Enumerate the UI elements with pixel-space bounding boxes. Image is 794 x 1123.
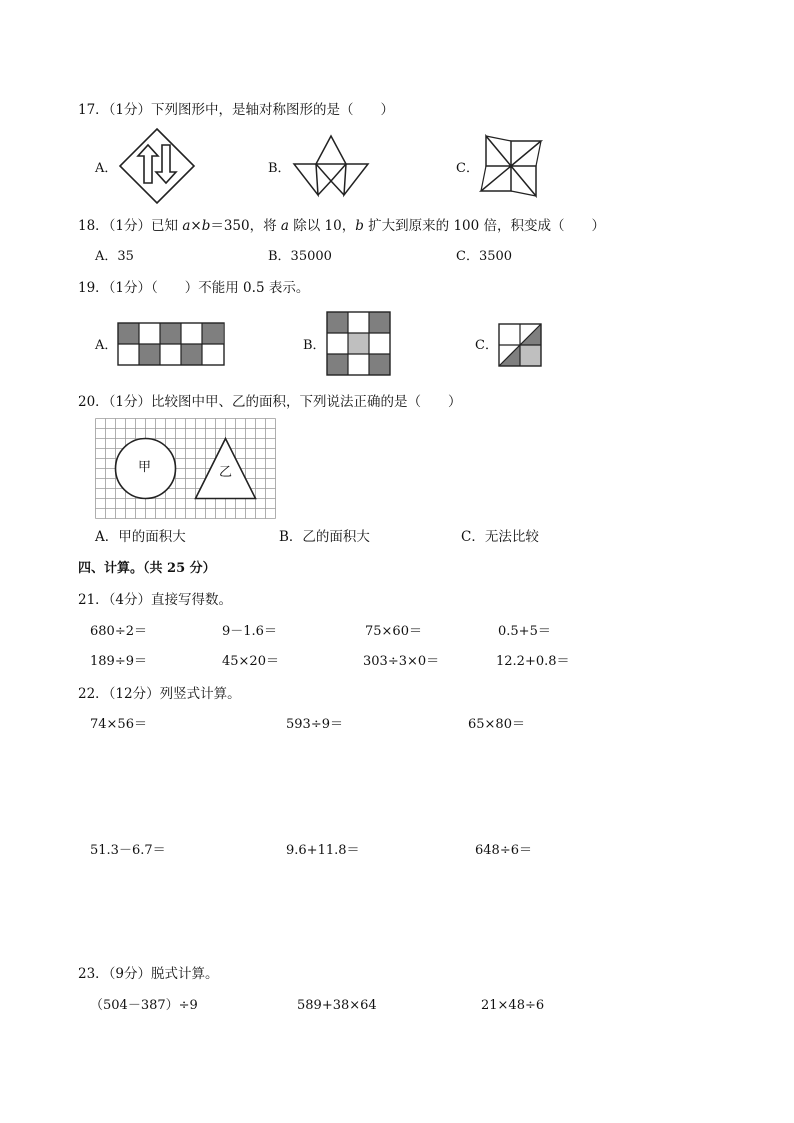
q20-option-a: A．甲的面积大 bbox=[95, 529, 186, 545]
q18-option-c: C．3500 bbox=[456, 249, 513, 264]
q20-shape-yi-label: 乙 bbox=[219, 465, 233, 480]
q19-option-c-label: C． bbox=[475, 338, 498, 353]
q22-item: 51.3－6.7＝ bbox=[90, 843, 166, 858]
q20-grid-drawing bbox=[95, 418, 277, 519]
q22-item: 74×56＝ bbox=[90, 717, 147, 732]
q19-option-b-label: B． bbox=[303, 338, 326, 353]
q17-figure-c-pinwheel bbox=[478, 133, 544, 199]
q18-stem-part: 18．（1分）已知 bbox=[78, 218, 183, 234]
q22-item: 593÷9＝ bbox=[286, 717, 343, 732]
q21-item: 303÷3×0＝ bbox=[363, 654, 440, 669]
q23-stem: 23．（9分）脱式计算。 bbox=[78, 966, 219, 982]
q18-stem bbox=[78, 218, 605, 234]
q21-item: 75×60＝ bbox=[365, 624, 422, 639]
q17-figure-a-double-arrow-diamond bbox=[118, 127, 196, 205]
q22-item: 9.6+11.8＝ bbox=[286, 843, 360, 858]
q18-var-b: b bbox=[201, 218, 211, 234]
q18-var-b: b bbox=[355, 218, 364, 234]
q18-option-b: B．35000 bbox=[268, 249, 332, 264]
q21-item: 12.2+0.8＝ bbox=[496, 654, 570, 669]
q21-stem: 21．（4分）直接写得数。 bbox=[78, 592, 233, 608]
q21-item: 680÷2＝ bbox=[90, 624, 147, 639]
q22-item: 648÷6＝ bbox=[475, 843, 532, 858]
q19-figure-c-diagonal-square bbox=[497, 322, 543, 368]
q18-stem-part: 除以 10， bbox=[288, 218, 356, 234]
q19-option-a-label: A． bbox=[95, 338, 118, 353]
q17-option-c-label: C． bbox=[456, 161, 479, 176]
q17-option-a-label: A． bbox=[95, 161, 118, 176]
q21-item: 0.5+5＝ bbox=[498, 624, 551, 639]
q20-stem: 20．（1分）比较图中甲、乙的面积，下列说法正确的是（ ） bbox=[78, 394, 462, 410]
q18-var-a: a bbox=[280, 218, 289, 234]
q18-option-a: A．35 bbox=[95, 249, 134, 264]
q19-stem: 19．（1分）（ ）不能用 0.5 表示。 bbox=[78, 280, 310, 296]
q21-item: 45×20＝ bbox=[222, 654, 279, 669]
q20-shape-jia-label: 甲 bbox=[138, 460, 152, 475]
q19-figure-a-checker-strip bbox=[117, 322, 227, 366]
q19-figure-b-checker-square bbox=[326, 311, 392, 377]
q21-item: 9－1.6＝ bbox=[222, 624, 277, 639]
q20-option-c: C．无法比较 bbox=[461, 529, 539, 545]
q17-stem: 17．（1分）下列图形中，是轴对称图形的是（ ） bbox=[78, 102, 395, 118]
q18-stem-part: ＝350，将 bbox=[210, 218, 281, 234]
q17-figure-b-three-triangles bbox=[292, 133, 370, 199]
section-4-heading: 四、计算。（共 25 分） bbox=[78, 561, 216, 576]
q22-stem: 22．（12分）列竖式计算。 bbox=[78, 686, 241, 702]
q22-item: 65×80＝ bbox=[468, 717, 525, 732]
q20-grid-figure bbox=[95, 418, 277, 519]
q21-item: 189÷9＝ bbox=[90, 654, 147, 669]
q18-times-sign: × bbox=[190, 218, 202, 234]
q18-var-a: a bbox=[182, 218, 191, 234]
q23-item: （504－387）÷9 bbox=[90, 998, 198, 1013]
q18-stem-part: 扩大到原来的 100 倍，积变成（ ） bbox=[363, 218, 606, 234]
q23-item: 589+38×64 bbox=[297, 998, 377, 1013]
q23-item: 21×48÷6 bbox=[481, 998, 545, 1013]
q20-option-b: B．乙的面积大 bbox=[279, 529, 370, 545]
q17-option-b-label: B． bbox=[268, 161, 291, 176]
